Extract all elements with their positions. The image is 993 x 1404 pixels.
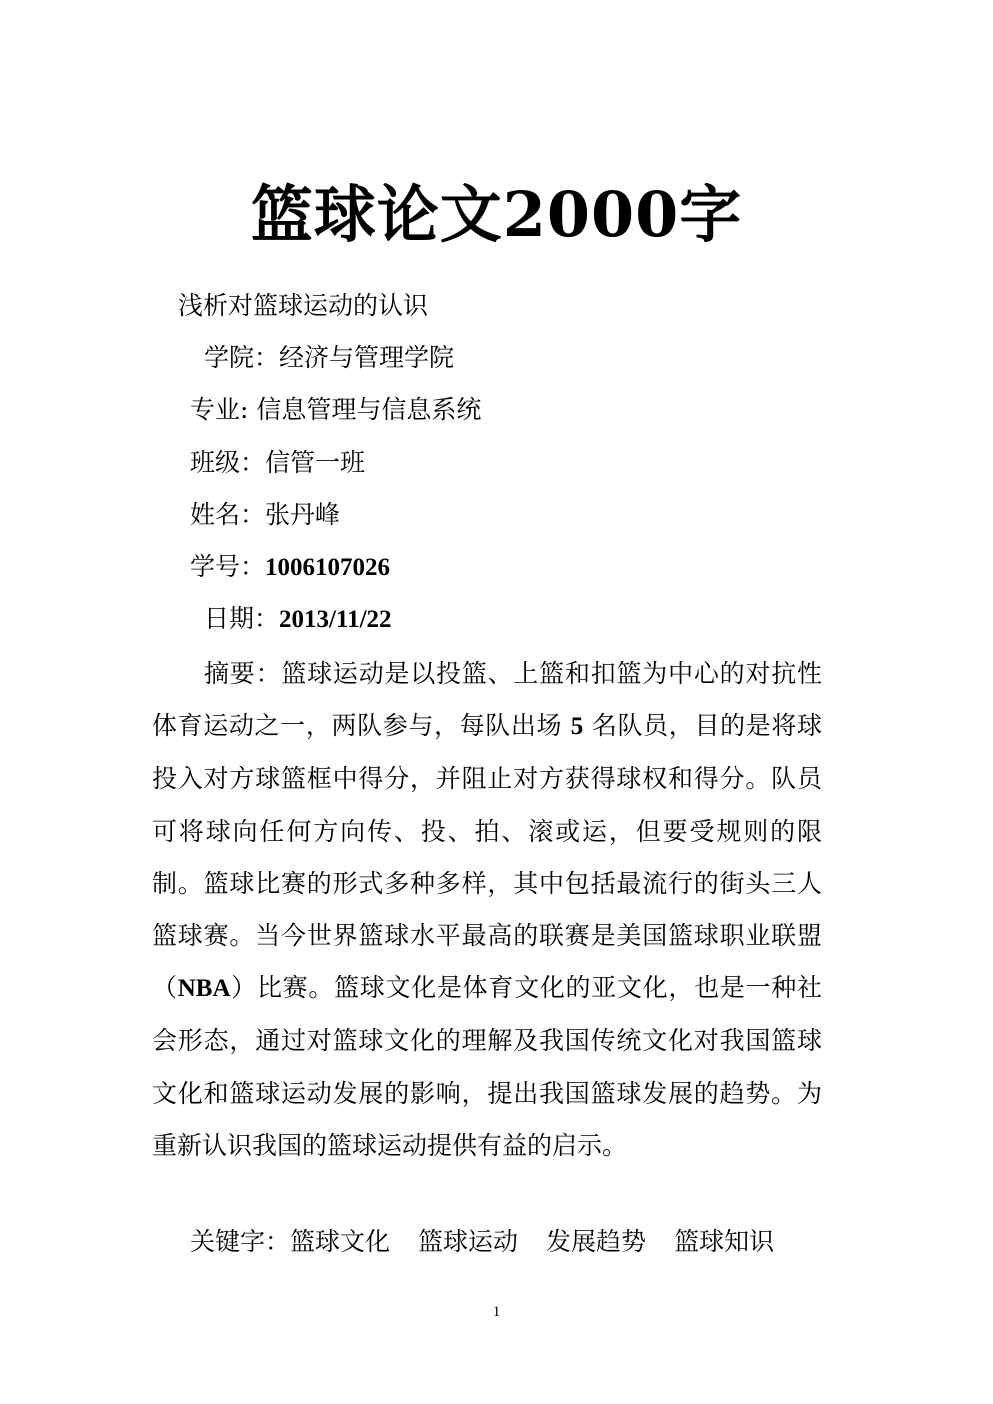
major-value: 信息管理与信息系统	[256, 395, 482, 424]
class-line	[190, 446, 365, 480]
document-subtitle: 浅析对篮球运动的认识	[178, 291, 429, 320]
major-line	[190, 393, 481, 427]
abstract-players-count: 5	[570, 713, 584, 741]
date-value: 2013/11/22	[279, 606, 392, 633]
abstract-paragraph	[152, 648, 822, 1172]
keywords-line	[190, 1225, 774, 1259]
student-id-line	[190, 550, 390, 585]
name-line	[190, 498, 340, 532]
student-id-value: 1006107026	[265, 554, 391, 581]
name-label: 姓名：	[190, 500, 266, 529]
student-id-label: 学号：	[190, 552, 266, 581]
keyword-item: 篮球知识	[674, 1227, 775, 1256]
major-label: 专业:	[190, 395, 249, 424]
abstract-league-abbr: NBA	[177, 975, 231, 1003]
abstract-text-part3: ）比赛。篮球文化是体育文化的亚文化，也是一种社会形态，通过对篮球文化的理解及我国传统文化对我国篮球文化和篮球运动发展的影响，提出我国篮球发展的趋势。为重新认识我国的篮球运动提供有益的启示。	[152, 973, 822, 1160]
date-label: 日期：	[204, 604, 280, 633]
keyword-item: 发展趋势	[546, 1227, 647, 1256]
name-value: 张丹峰	[265, 500, 341, 529]
college-value: 经济与管理学院	[279, 343, 455, 372]
abstract-text-part2: 名队员，目的是将球投入对方球篮框中得分，并阻止对方获得球权和得分。队员可将球向任何方向传、投、拍、滚或运，但要受规则的限制。篮球比赛的形式多种多样，其中包括最流行的街头三人篮球赛。当今世界篮球水平最高的联赛是美国篮球职业联盟（	[152, 711, 822, 1003]
class-value: 信管一班	[265, 448, 366, 477]
abstract-text-part1: 篮球运动是以投篮、上篮和扣篮为中心的对抗性体育运动之一，两队参与，每队出场	[152, 659, 822, 741]
document-title: 篮球论文2000字	[250, 178, 743, 251]
date-line	[204, 602, 392, 637]
abstract-label: 摘要：	[204, 659, 282, 688]
keywords-label: 关键字：	[190, 1227, 291, 1256]
keyword-item: 篮球运动	[418, 1227, 519, 1256]
college-label: 学院：	[204, 343, 280, 372]
class-label: 班级：	[190, 448, 266, 477]
page-number: 1	[492, 1304, 501, 1320]
keyword-item: 篮球文化	[290, 1227, 391, 1256]
college-line	[204, 341, 454, 375]
